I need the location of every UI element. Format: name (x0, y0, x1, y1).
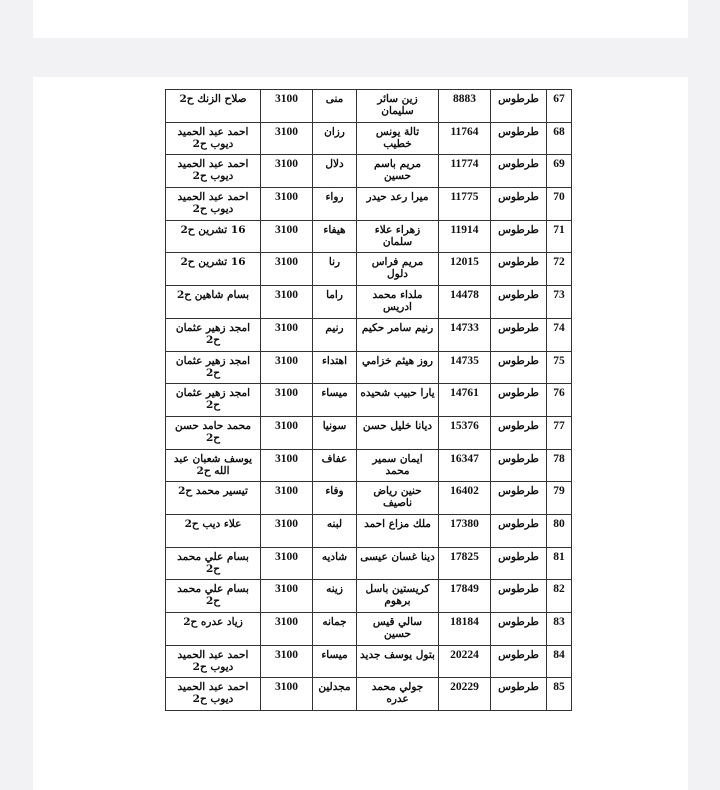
code-cell: 12015 (439, 253, 491, 286)
mother-name-cell: زينه (313, 580, 357, 613)
student-name-cell: روز هيثم خزامي (357, 351, 439, 384)
mother-name-cell: رزان (313, 122, 357, 155)
row-index: 81 (547, 547, 572, 580)
row-index: 79 (547, 482, 572, 515)
school-cell: يوسف شعبان عبد الله ح2 (166, 449, 261, 482)
amount-cell: 3100 (261, 318, 313, 351)
row-index: 80 (547, 514, 572, 547)
amount-cell: 3100 (261, 351, 313, 384)
table-row (166, 449, 572, 482)
city-cell: طرطوس (491, 514, 547, 547)
student-name-cell: بتول يوسف جديد (357, 645, 439, 678)
amount-cell: 3100 (261, 286, 313, 319)
table-row (166, 416, 572, 449)
mother-name-cell: دلال (313, 155, 357, 188)
mother-name-cell: عفاف (313, 449, 357, 482)
table-row (166, 514, 572, 547)
school-cell: بسام علي محمد ح2 (166, 580, 261, 613)
mother-name-cell: رنا (313, 253, 357, 286)
mother-name-cell: ميساء (313, 645, 357, 678)
amount-cell: 3100 (261, 678, 313, 711)
mother-name-cell: رنيم (313, 318, 357, 351)
row-index: 72 (547, 253, 572, 286)
row-index: 70 (547, 188, 572, 221)
student-name-cell: ايمان سمير محمد (357, 449, 439, 482)
table-row (166, 155, 572, 188)
student-name-cell: دينا غسان عيسى (357, 547, 439, 580)
amount-cell: 3100 (261, 416, 313, 449)
code-cell: 15376 (439, 416, 491, 449)
row-index: 74 (547, 318, 572, 351)
student-name-cell: ملداء محمد ادريس (357, 286, 439, 319)
table-row (166, 188, 572, 221)
document-page (33, 77, 688, 790)
mother-name-cell: ميساء (313, 384, 357, 417)
amount-cell: 3100 (261, 188, 313, 221)
school-cell: احمد عبد الحميد ديوب ح2 (166, 155, 261, 188)
student-name-cell: ديانا خليل حسن (357, 416, 439, 449)
table-row (166, 547, 572, 580)
mother-name-cell: اهتداء (313, 351, 357, 384)
city-cell: طرطوس (491, 482, 547, 515)
mother-name-cell: منى (313, 90, 357, 123)
mother-name-cell: جمانه (313, 613, 357, 646)
row-index: 73 (547, 286, 572, 319)
records-table-body (166, 90, 572, 711)
student-name-cell: جولي محمد عدره (357, 678, 439, 711)
city-cell: طرطوس (491, 351, 547, 384)
amount-cell: 3100 (261, 645, 313, 678)
previous-page-edge (33, 0, 688, 38)
code-cell: 14761 (439, 384, 491, 417)
row-index: 67 (547, 90, 572, 123)
school-cell: تيسير محمد ح2 (166, 482, 261, 515)
code-cell: 11775 (439, 188, 491, 221)
city-cell: طرطوس (491, 449, 547, 482)
student-name-cell: حنين رياض ناصيف (357, 482, 439, 515)
mother-name-cell: وفاء (313, 482, 357, 515)
city-cell: طرطوس (491, 90, 547, 123)
table-row (166, 678, 572, 711)
mother-name-cell: رواء (313, 188, 357, 221)
city-cell: طرطوس (491, 122, 547, 155)
city-cell: طرطوس (491, 645, 547, 678)
code-cell: 8883 (439, 90, 491, 123)
code-cell: 11764 (439, 122, 491, 155)
amount-cell: 3100 (261, 253, 313, 286)
code-cell: 14733 (439, 318, 491, 351)
code-cell: 11914 (439, 220, 491, 253)
city-cell: طرطوس (491, 547, 547, 580)
school-cell: احمد عبد الحميد ديوب ح2 (166, 188, 261, 221)
table-row (166, 645, 572, 678)
amount-cell: 3100 (261, 449, 313, 482)
school-cell: بسام شاهين ح2 (166, 286, 261, 319)
table-row (166, 384, 572, 417)
school-cell: 16 تشرين ح2 (166, 220, 261, 253)
amount-cell: 3100 (261, 90, 313, 123)
table-row (166, 351, 572, 384)
table-row (166, 253, 572, 286)
amount-cell: 3100 (261, 384, 313, 417)
school-cell: بسام علي محمد ح2 (166, 547, 261, 580)
mother-name-cell: سونيا (313, 416, 357, 449)
school-cell: امجد زهير عثمان ح2 (166, 384, 261, 417)
row-index: 78 (547, 449, 572, 482)
student-name-cell: مريم باسم حسين (357, 155, 439, 188)
code-cell: 14478 (439, 286, 491, 319)
code-cell: 14735 (439, 351, 491, 384)
code-cell: 20229 (439, 678, 491, 711)
mother-name-cell: شاديه (313, 547, 357, 580)
code-cell: 17825 (439, 547, 491, 580)
city-cell: طرطوس (491, 155, 547, 188)
row-index: 82 (547, 580, 572, 613)
mother-name-cell: لبنه (313, 514, 357, 547)
school-cell: امجد زهير عثمان ح2 (166, 318, 261, 351)
student-name-cell: يارا حبيب شحيده (357, 384, 439, 417)
city-cell: طرطوس (491, 613, 547, 646)
amount-cell: 3100 (261, 482, 313, 515)
row-index: 71 (547, 220, 572, 253)
table-row (166, 286, 572, 319)
amount-cell: 3100 (261, 613, 313, 646)
student-name-cell: كريستين باسل برهوم (357, 580, 439, 613)
city-cell: طرطوس (491, 188, 547, 221)
mother-name-cell: هيفاء (313, 220, 357, 253)
school-cell: امجد زهير عثمان ح2 (166, 351, 261, 384)
mother-name-cell: راما (313, 286, 357, 319)
row-index: 76 (547, 384, 572, 417)
city-cell: طرطوس (491, 220, 547, 253)
row-index: 83 (547, 613, 572, 646)
city-cell: طرطوس (491, 318, 547, 351)
amount-cell: 3100 (261, 547, 313, 580)
table-row (166, 220, 572, 253)
records-table (165, 89, 572, 711)
school-cell: صلاح الزنك ح2 (166, 90, 261, 123)
mother-name-cell: مجدلين (313, 678, 357, 711)
row-index: 85 (547, 678, 572, 711)
code-cell: 16402 (439, 482, 491, 515)
student-name-cell: زين سائر سليمان (357, 90, 439, 123)
student-name-cell: ملك مزاع احمد (357, 514, 439, 547)
student-name-cell: سالي قيس حسين (357, 613, 439, 646)
code-cell: 17849 (439, 580, 491, 613)
code-cell: 11774 (439, 155, 491, 188)
amount-cell: 3100 (261, 514, 313, 547)
school-cell: احمد عبد الحميد ديوب ح2 (166, 645, 261, 678)
school-cell: احمد عبد الحميد ديوب ح2 (166, 122, 261, 155)
code-cell: 16347 (439, 449, 491, 482)
school-cell: احمد عبد الحميد ديوب ح2 (166, 678, 261, 711)
table-row (166, 318, 572, 351)
table-row (166, 90, 572, 123)
table-row (166, 122, 572, 155)
table-row (166, 613, 572, 646)
row-index: 68 (547, 122, 572, 155)
code-cell: 20224 (439, 645, 491, 678)
table-row (166, 580, 572, 613)
amount-cell: 3100 (261, 580, 313, 613)
code-cell: 17380 (439, 514, 491, 547)
school-cell: محمد حامد حسن ح2 (166, 416, 261, 449)
row-index: 84 (547, 645, 572, 678)
code-cell: 18184 (439, 613, 491, 646)
student-name-cell: رنيم سامر حكيم (357, 318, 439, 351)
student-name-cell: زهراء علاء سلمان (357, 220, 439, 253)
student-name-cell: ميرا رعد حيدر (357, 188, 439, 221)
city-cell: طرطوس (491, 384, 547, 417)
student-name-cell: تالة يونس خطيب (357, 122, 439, 155)
amount-cell: 3100 (261, 155, 313, 188)
row-index: 77 (547, 416, 572, 449)
city-cell: طرطوس (491, 253, 547, 286)
city-cell: طرطوس (491, 678, 547, 711)
row-index: 75 (547, 351, 572, 384)
city-cell: طرطوس (491, 286, 547, 319)
school-cell: زياد عدره ح2 (166, 613, 261, 646)
city-cell: طرطوس (491, 416, 547, 449)
student-name-cell: مريم فراس دلول (357, 253, 439, 286)
table-row (166, 482, 572, 515)
school-cell: علاء ديب ح2 (166, 514, 261, 547)
row-index: 69 (547, 155, 572, 188)
amount-cell: 3100 (261, 220, 313, 253)
amount-cell: 3100 (261, 122, 313, 155)
city-cell: طرطوس (491, 580, 547, 613)
school-cell: 16 تشرين ح2 (166, 253, 261, 286)
